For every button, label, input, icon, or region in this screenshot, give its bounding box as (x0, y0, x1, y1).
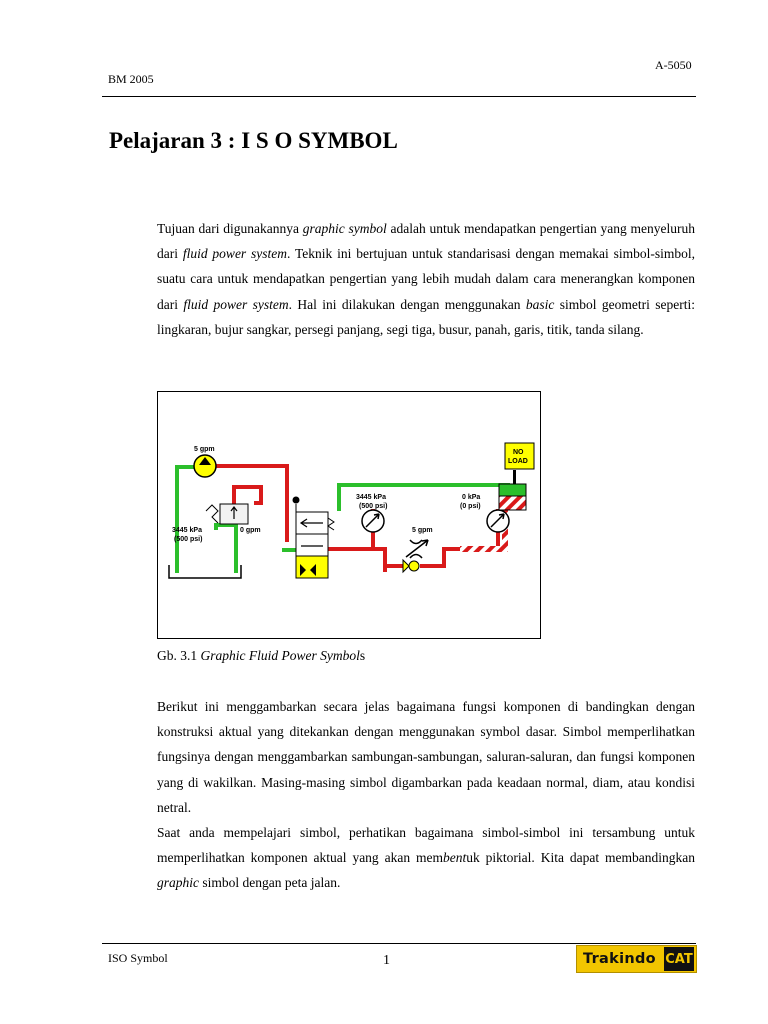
restrictor-flow-label: 5 gpm (412, 527, 433, 534)
pressure-gauge-2 (487, 510, 509, 532)
cat-badge: CAT (664, 947, 694, 971)
body-paragraph-2 (157, 820, 695, 896)
text-run: simbol dengan peta jalan. (199, 875, 341, 891)
gauge1-psi-label: (500 psi) (359, 503, 388, 510)
page-number: 1 (383, 953, 390, 968)
text-run: uk piktorial. Kita dapat membandingkan (466, 850, 695, 866)
intro-paragraph (157, 216, 695, 342)
cylinder-body (499, 484, 526, 496)
check-valve (403, 560, 409, 572)
no-load-sign-line1: NO (513, 449, 524, 456)
relief-pressure-psi-label: (500 psi) (174, 536, 203, 543)
footer-divider (102, 943, 696, 944)
hydraulic-circuit-figure (157, 391, 541, 639)
text-run: Berikut ini menggambarkan secara jelas bagaimana fungsi komponen di bandingkan dengan konstruksi aktual yang ditekankan dengan menggunakan symbol dasar. Simbol memperlihatkan fungsinya dengan menggambarkan sambungan-sambungan, saluran-saluran, dan fungsi komponen yang di wakilkan. Masing-masing simbol digambarkan pada keadaan normal, diam, atau kondisi netral. (157, 699, 695, 815)
text-run: Saat anda mempelajari simbol, perhatikan bagaimana simbol-simbol ini tersambung untuk memperlihatkan komponen aktual yang akan mem (157, 825, 695, 866)
text-run: . Teknik ini bertujuan untuk standarisasi dengan memakai simbol-simbol, suatu cara untuk mendapatkan pengertian yang lebih mudah dalam cara menerangkan komponen dari (157, 246, 695, 312)
figure-caption (157, 648, 365, 664)
pressure-lines (214, 466, 498, 572)
relief-spring (206, 505, 218, 523)
no-load-sign-line2: LOAD (508, 458, 528, 465)
emphasis-text: fluid power system (182, 246, 288, 262)
text-run: Tujuan dari digunakannya (157, 221, 303, 236)
emphasis-text: graphic (157, 875, 199, 891)
gauge2-kpa-label: 0 kPa (462, 494, 481, 501)
check-valve-ball (409, 561, 419, 571)
emphasis-text: fluid power system (183, 296, 289, 312)
directional-valve (293, 497, 335, 579)
gauge2-psi-label: (0 psi) (460, 503, 481, 510)
text-run: . Hal ini dilakukan dengan menggunakan (288, 296, 526, 312)
text-run: adalah untuk mendapatkan pengertian yang menyeluruh dari (157, 221, 695, 262)
gauge1-kpa-label: 3445 kPa (356, 494, 386, 501)
cylinder-cap-end (499, 496, 526, 510)
course-code: BM 2005 (108, 72, 154, 86)
valve-lever-knob (293, 497, 300, 504)
cylinder-rod (513, 470, 516, 484)
hydraulic-circuit-diagram (158, 392, 540, 638)
page-title: Pelajaran 3 : I S O SYMBOL (109, 128, 398, 153)
relief-pressure-kpa-label: 3445 kPa (172, 527, 202, 534)
emphasis-text: basic (525, 296, 555, 312)
caption-suffix: s (359, 648, 366, 663)
relief-flow-label: 0 gpm (240, 527, 261, 534)
caption-prefix: Gb. 3.1 (157, 648, 201, 663)
header-divider (102, 96, 696, 97)
footer-section-title: ISO Symbol (108, 951, 168, 965)
pressure-gauge-1 (362, 510, 384, 532)
document-code: A-5050 (655, 58, 692, 72)
caption-title: Graphic Fluid Power Symbol (200, 648, 360, 663)
emphasis-text: bent (443, 850, 467, 866)
body-paragraph-1 (157, 694, 695, 820)
pump-flow-label: 5 gpm (194, 446, 215, 453)
emphasis-text: graphic symbol (302, 221, 387, 236)
trakindo-cat-logo (576, 945, 697, 973)
logo-wordmark: Trakindo (583, 951, 656, 967)
text-run: simbol geometri seperti: lingkaran, bujur sangkar, persegi panjang, segi tiga, busur, panah, garis, titik, tanda silang. (157, 296, 695, 337)
tank-symbol (169, 565, 241, 578)
no-load-sign (505, 443, 534, 469)
variable-restrictor (406, 540, 428, 558)
